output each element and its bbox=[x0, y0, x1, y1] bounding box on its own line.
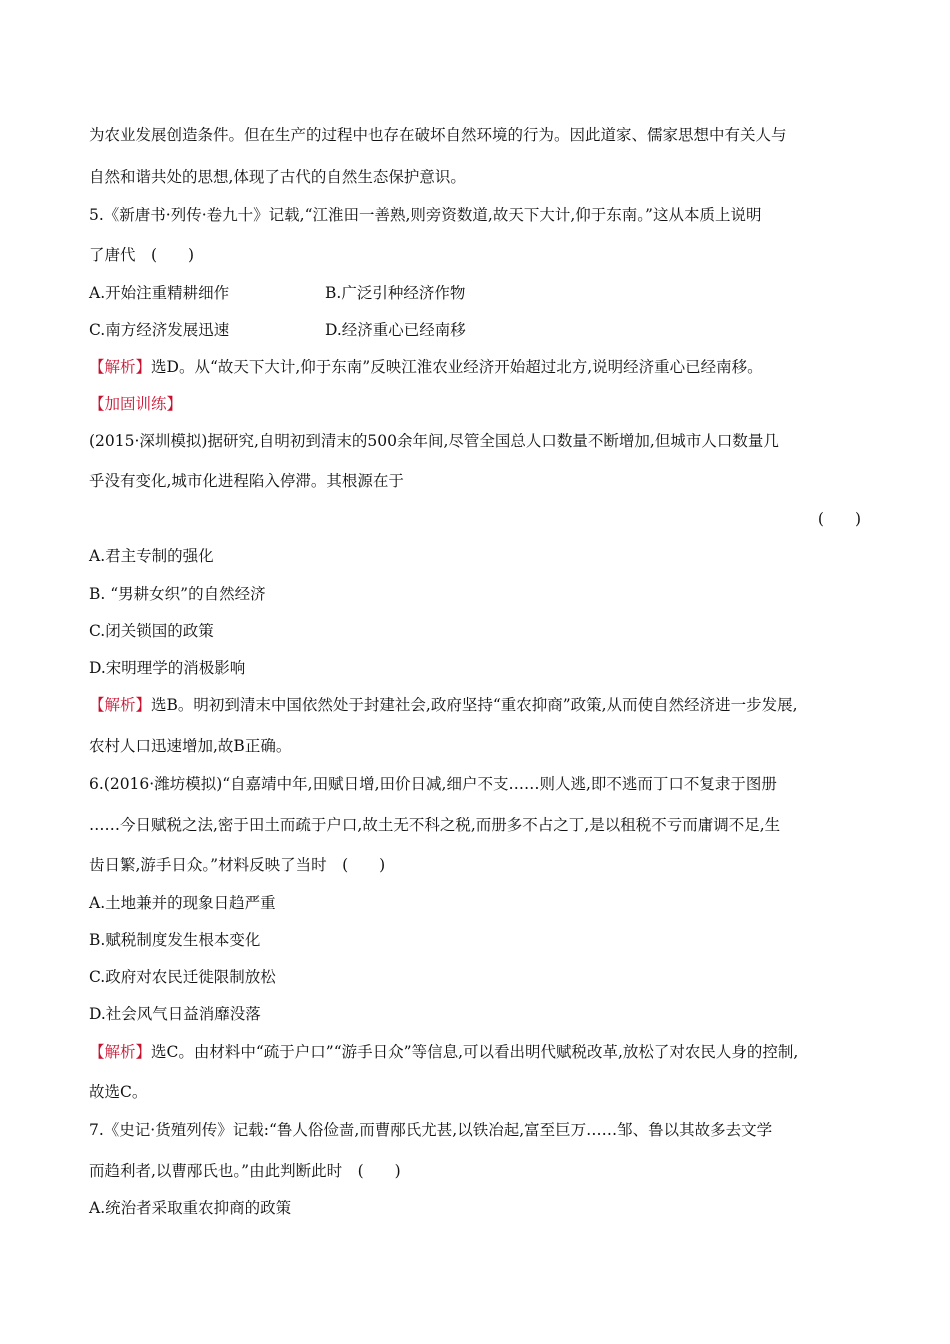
question-6-analysis bbox=[89, 1042, 869, 1062]
question-5-stem: 5.《新唐书·列传·卷九十》记载,“江淮田一善熟,则旁资数道,故天下大计,仰于东南。”这从本质上说明 bbox=[89, 206, 762, 224]
question-6-stem: 齿日繁,游手日众。”材料反映了当时 ( ) bbox=[89, 856, 386, 874]
option-c: C.闭关锁国的政策 bbox=[89, 622, 214, 640]
analysis-text: 选C。由材料中“疏于户口”“游手日众”等信息,可以看出明代赋税改革,放松了对农民人身的控制, bbox=[151, 1043, 799, 1061]
option-a: A.开始注重精耕细作 bbox=[89, 284, 230, 302]
option-a: A.君主专制的强化 bbox=[89, 547, 214, 565]
option-b: B.广泛引种经济作物 bbox=[325, 284, 466, 302]
option-a: A.统治者采取重农抑商的政策 bbox=[89, 1199, 292, 1217]
text-line: 自然和谐共处的思想,体现了古代的自然生态保护意识。 bbox=[89, 168, 466, 186]
option-b: B.赋税制度发生根本变化 bbox=[89, 931, 261, 949]
option-b: B. “男耕女织”的自然经济 bbox=[89, 585, 266, 603]
option-d: D.经济重心已经南移 bbox=[325, 321, 466, 339]
question-6-analysis-cont: 故选C。 bbox=[89, 1083, 148, 1101]
question-7-stem: 而趋利者,以曹邴氏也。”由此判断此时 ( ) bbox=[89, 1162, 401, 1180]
exercise-stem: 乎没有变化,城市化进程陷入停滞。其根源在于 bbox=[89, 472, 404, 490]
option-c: C.南方经济发展迅速 bbox=[89, 321, 230, 339]
question-6-stem: ……今日赋税之法,密于田土而疏于户口,故土无不科之税,而册多不占之丁,是以租税不亏而庸调不足,生 bbox=[89, 816, 781, 834]
exercise-stem: (2015·深圳模拟)据研究,自明初到清末的500余年间,尽管全国总人口数量不断增加,但城市人口数量几 bbox=[89, 432, 779, 450]
option-d: D.社会风气日益消靡没落 bbox=[89, 1005, 261, 1023]
question-5-options-row bbox=[89, 320, 869, 340]
question-6-stem: 6.(2016·潍坊模拟)“自嘉靖中年,田赋日增,田价日减,细户不支……则人逃,即不逃而丁口不复隶于图册 bbox=[89, 775, 777, 793]
analysis-tag: 【解析】 bbox=[89, 358, 152, 376]
analysis-tag: 【解析】 bbox=[89, 1043, 152, 1061]
analysis-text: 选D。从“故天下大计,仰于东南”反映江淮农业经济开始超过北方,说明经济重心已经南移。 bbox=[151, 358, 763, 376]
analysis-text: 选B。明初到清末中国依然处于封建社会,政府坚持“重农抑商”政策,从而使自然经济进一步发展, bbox=[151, 696, 798, 714]
question-5-analysis bbox=[89, 357, 869, 377]
question-5-options-row bbox=[89, 283, 869, 303]
question-7-stem: 7.《史记·货殖列传》记载:“鲁人俗俭啬,而曹邴氏尤甚,以铁冶起,富至巨万……邹、鲁以其故多去文学 bbox=[89, 1121, 773, 1139]
exercise-analysis bbox=[89, 695, 869, 715]
exercise-analysis-cont: 农村人口迅速增加,故B正确。 bbox=[89, 737, 292, 755]
reinforce-training-tag: 【加固训练】 bbox=[89, 395, 183, 413]
option-a: A.土地兼并的现象日趋严重 bbox=[89, 894, 276, 912]
text-line: 为农业发展创造条件。但在生产的过程中也存在破坏自然环境的行为。因此道家、儒家思想中有关人与 bbox=[89, 126, 787, 144]
answer-paren: ( ) bbox=[817, 510, 861, 528]
question-5-stem: 了唐代 ( ) bbox=[89, 246, 195, 264]
analysis-tag: 【解析】 bbox=[89, 696, 152, 714]
option-d: D.宋明理学的消极影响 bbox=[89, 659, 246, 677]
option-c: C.政府对农民迁徙限制放松 bbox=[89, 968, 276, 986]
